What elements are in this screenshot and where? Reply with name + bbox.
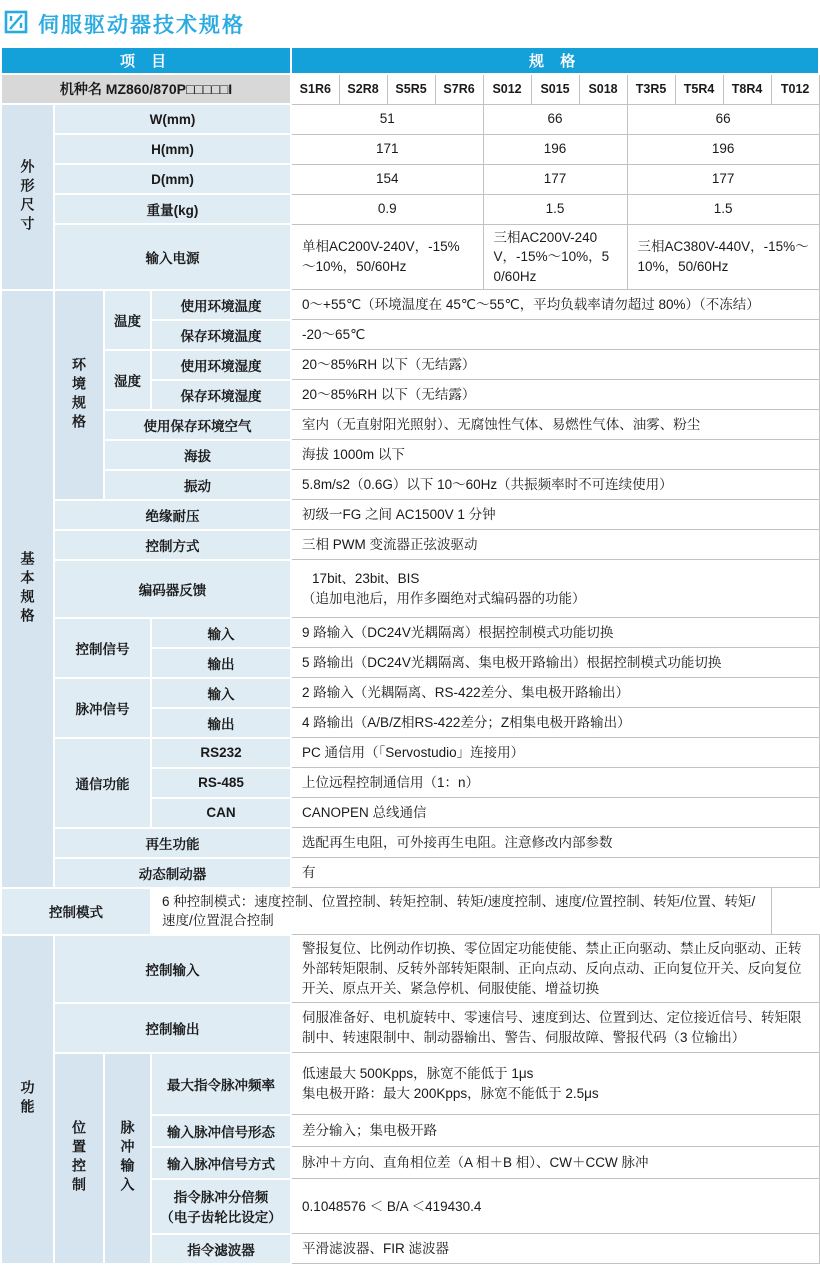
value-h-g3: 196: [627, 134, 819, 164]
value-weight-g1: 0.9: [291, 194, 483, 224]
row-label-ctrl-in: 输入: [151, 618, 291, 648]
row-label-func-ctrl-out: 控制输出: [54, 1003, 291, 1053]
row-label-vibration: 振动: [104, 470, 291, 500]
value-rs232: PC 通信用（「Servostudio」连接用）: [291, 738, 819, 768]
value-rs485: 上位远程控制通信用（1：n）: [291, 768, 819, 798]
group-temperature: 温度: [104, 290, 151, 350]
max-freq-line-1: 低速最大 500Kpps，脉宽不能低于 1μs: [302, 1066, 534, 1082]
row-label-hum-store: 保存环境湿度: [151, 380, 291, 410]
row-label-control-method: 控制方式: [54, 530, 291, 560]
group-pulse-input: 脉冲输入: [104, 1053, 151, 1264]
value-insulation: 初级一FG 之间 AC1500V 1 分钟: [291, 500, 819, 530]
value-power-g3: 三相AC380V-440V，-15%～10%，50/60Hz: [627, 224, 819, 290]
value-func-ctrl-out: 伺服准备好、电机旋转中、零速信号、速度到达、位置到达、定位接近信号、转矩限制中、转速限制中、制动器输出、警告、伺服故障、警报代码（3 位输出）: [291, 1003, 819, 1053]
row-label-pulse-in: 输入: [151, 678, 291, 708]
value-cmd-filter: 平滑滤波器、FIR 滤波器: [291, 1234, 819, 1264]
gear-label-line-1: 指令脉冲分倍频: [173, 1190, 269, 1206]
row-label-func-ctrl-in: 控制输入: [54, 935, 291, 1003]
value-pulse-signal-in: 2 路输入（光耦隔离、RS-422差分、集电极开路输出）: [291, 678, 819, 708]
max-freq-line-2: 集电极开路：最大 200Kpps，脉宽不能低于 2.5μs: [302, 1085, 599, 1101]
model-name: S2R8: [339, 74, 387, 104]
row-label-gear-ratio: [151, 1179, 291, 1234]
row-label-power: 输入电源: [54, 224, 291, 290]
value-w-g2: 66: [483, 104, 627, 134]
group-control-signal: 控制信号: [54, 618, 151, 678]
col-header-item: 项 目: [1, 47, 291, 74]
row-label-temp-store: 保存环境温度: [151, 320, 291, 350]
value-air: 室内（无直射阳光照射）、无腐蚀性气体、易燃性气体、油雾、粉尘: [291, 410, 819, 440]
value-encoder: [291, 560, 819, 618]
value-h-g2: 196: [483, 134, 627, 164]
value-weight-g3: 1.5: [627, 194, 819, 224]
encoder-line-2: （追加电池后，用作多圈绝对式编码器的功能）: [302, 590, 586, 606]
value-pulse-mode: 脉冲＋方向、直角相位差（A 相＋B 相）、CW＋CCW 脉冲: [291, 1147, 819, 1179]
row-label-rs232: RS232: [151, 738, 291, 768]
value-vibration: 5.8m/s2（0.6G）以下 10～60Hz（共振频率时不可连续使用）: [291, 470, 819, 500]
row-label-pulse-form: 输入脉冲信号形态: [151, 1115, 291, 1147]
value-ctrl-signal-out: 5 路输出（DC24V光耦隔离、集电极开路输出）根据控制模式功能切换: [291, 648, 819, 678]
value-w-g1: 51: [291, 104, 483, 134]
model-name: S012: [483, 74, 531, 104]
row-label-rs485: RS-485: [151, 768, 291, 798]
value-control-mode: 6 种控制模式：速度控制、位置控制、转矩控制、转矩/速度控制、速度/位置控制、转矩/位置、转矩/速度/位置混合控制: [151, 888, 771, 935]
value-ctrl-signal-in: 9 路输入（DC24V光耦隔离）根据控制模式功能切换: [291, 618, 819, 648]
titlebar: [0, 0, 820, 46]
row-label-encoder: 编码器反馈: [54, 560, 291, 618]
row-label-pulse-out: 输出: [151, 708, 291, 738]
value-altitude: 海拔 1000m 以下: [291, 440, 819, 470]
value-d-g3: 177: [627, 164, 819, 194]
row-label-control-mode: 控制模式: [1, 888, 151, 935]
row-label-weight: 重量(kg): [54, 194, 291, 224]
value-power-g1: 单相AC200V-240V，-15%～10%，50/60Hz: [291, 224, 483, 290]
value-control-method: 三相 PWM 变流器正弦波驱动: [291, 530, 819, 560]
value-d-g1: 154: [291, 164, 483, 194]
row-label-h: H(mm): [54, 134, 291, 164]
spec-table: [0, 46, 820, 1265]
row-label-hum-use: 使用环境湿度: [151, 350, 291, 380]
model-name: T5R4: [675, 74, 723, 104]
row-label-altitude: 海拔: [104, 440, 291, 470]
value-hum-use: 20～85%RH 以下（无结露）: [291, 350, 819, 380]
value-d-g2: 177: [483, 164, 627, 194]
value-temp-store: -20～65℃: [291, 320, 819, 350]
row-label-cmd-filter: 指令滤波器: [151, 1234, 291, 1264]
value-temp-use: 0～+55℃（环境温度在 45℃～55℃，平均负载率请勿超过 80%）（不冻结）: [291, 290, 819, 320]
row-label-can: CAN: [151, 798, 291, 828]
group-communication: 通信功能: [54, 738, 151, 828]
section-functions: 功能: [1, 935, 54, 1264]
row-label-ctrl-out: 输出: [151, 648, 291, 678]
group-environment: 环境规格: [54, 290, 104, 500]
section-dimensions: 外形尺寸: [1, 104, 54, 290]
model-name: S015: [531, 74, 579, 104]
col-header-spec: 规 格: [291, 47, 819, 74]
model-name: T8R4: [723, 74, 771, 104]
model-name: T3R5: [627, 74, 675, 104]
model-name: S018: [579, 74, 627, 104]
model-name: T012: [771, 74, 819, 104]
row-label-dynamic-brake: 动态制动器: [54, 858, 291, 888]
row-label-pulse-mode: 输入脉冲信号方式: [151, 1147, 291, 1179]
row-label-w: W(mm): [54, 104, 291, 134]
gear-label-line-2: （电子齿轮比设定）: [160, 1210, 282, 1226]
value-w-g3: 66: [627, 104, 819, 134]
page-title: 伺服驱动器技术规格: [38, 14, 245, 37]
value-max-freq: [291, 1053, 819, 1115]
value-hum-store: 20～85%RH 以下（无结露）: [291, 380, 819, 410]
row-label-insulation: 绝缘耐压: [54, 500, 291, 530]
model-series-label: 机种名 MZ860/870P□□□□□I: [1, 74, 291, 104]
value-dynamic-brake: 有: [291, 858, 819, 888]
row-label-max-freq: 最大指令脉冲频率: [151, 1053, 291, 1115]
section-marker-icon: [4, 10, 28, 39]
row-label-d: D(mm): [54, 164, 291, 194]
row-label-regen: 再生功能: [54, 828, 291, 858]
encoder-line-1: 17bit、23bit、BIS: [312, 571, 420, 587]
group-humidity: 湿度: [104, 350, 151, 410]
model-name: S1R6: [291, 74, 339, 104]
value-gear-ratio: 0.1048576 ＜ B/A ＜419430.4: [291, 1179, 819, 1234]
value-power-g2: 三相AC200V-240V，-15%～10%，50/60Hz: [483, 224, 627, 290]
row-label-air: 使用保存环境空气: [104, 410, 291, 440]
value-h-g1: 171: [291, 134, 483, 164]
value-func-ctrl-in: 警报复位、比例动作切换、零位固定功能使能、禁止正向驱动、禁止反向驱动、正转外部转矩限制、反转外部转矩限制、正向点动、反向点动、正向复位开关、反向复位开关、原点开关、紧急停机、伺服使能、增益切换: [291, 935, 819, 1003]
group-pulse-signal: 脉冲信号: [54, 678, 151, 738]
value-can: CANOPEN 总线通信: [291, 798, 819, 828]
value-pulse-signal-out: 4 路输出（A/B/Z相RS-422差分；Z相集电极开路输出）: [291, 708, 819, 738]
value-pulse-form: 差分输入；集电极开路: [291, 1115, 819, 1147]
model-name: S5R5: [387, 74, 435, 104]
row-label-temp-use: 使用环境温度: [151, 290, 291, 320]
value-regen: 选配再生电阻，可外接再生电阻。注意修改内部参数: [291, 828, 819, 858]
group-position-control: 位置控制: [54, 1053, 104, 1264]
value-weight-g2: 1.5: [483, 194, 627, 224]
model-name: S7R6: [435, 74, 483, 104]
section-basic-specs: 基本规格: [1, 290, 54, 888]
